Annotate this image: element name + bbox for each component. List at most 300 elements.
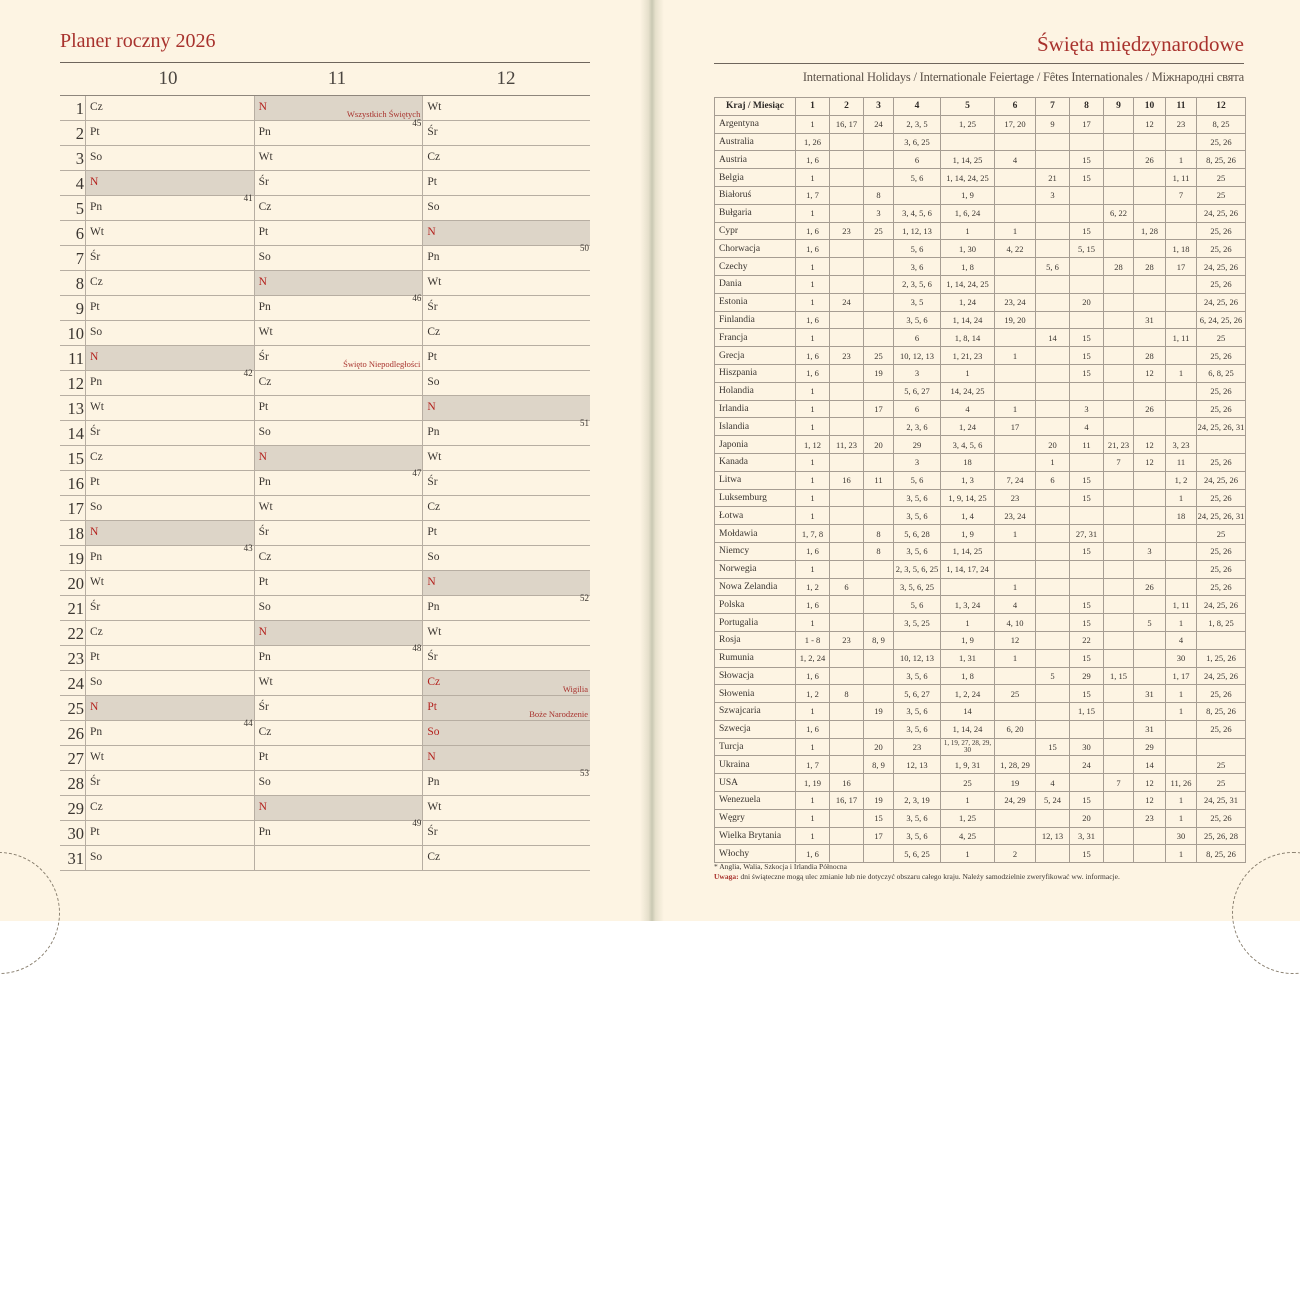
holiday-dates: 1 xyxy=(796,204,830,222)
country-name: Wenezuela xyxy=(715,792,796,810)
day-cell[interactable] xyxy=(85,796,254,820)
day-cell[interactable] xyxy=(85,821,254,845)
weekday-label: Wt xyxy=(427,801,442,813)
day-cell[interactable] xyxy=(254,696,423,720)
holiday-dates: 25 xyxy=(1197,186,1246,204)
country-name: Rosja xyxy=(715,631,796,649)
country-name: Litwa xyxy=(715,471,796,489)
holiday-dates xyxy=(1036,400,1070,418)
day-cell[interactable] xyxy=(422,721,590,745)
day-number: 15 xyxy=(67,449,84,468)
holiday-dates xyxy=(1036,151,1070,169)
holiday-dates: 1 xyxy=(796,809,830,827)
holiday-dates: 1 xyxy=(1166,364,1197,382)
month-header-december: 12 xyxy=(496,68,516,89)
calendar-row xyxy=(60,171,590,196)
day-cell[interactable] xyxy=(85,271,254,295)
day-cell[interactable] xyxy=(254,221,423,245)
holiday-dates xyxy=(1104,542,1134,560)
day-cell[interactable] xyxy=(254,468,423,495)
holiday-dates: 3, 5, 6 xyxy=(894,703,941,721)
holiday-dates xyxy=(995,382,1036,400)
holiday-dates: 12 xyxy=(1134,436,1166,454)
holiday-dates: 3, 6, 25 xyxy=(894,133,941,151)
holiday-dates: 8 xyxy=(864,186,894,204)
weekday-label: Cz xyxy=(258,551,272,563)
weekday-label: Wt xyxy=(258,676,273,688)
weekday-label: Cz xyxy=(427,501,441,513)
country-name: Czechy xyxy=(715,258,796,276)
footnote-uk: * Anglia, Walia, Szkocja i Irlandia Północna xyxy=(714,862,847,871)
day-cell[interactable] xyxy=(254,596,423,620)
day-cell[interactable] xyxy=(254,643,423,670)
day-number: 27 xyxy=(67,749,84,768)
holiday-dates xyxy=(894,186,941,204)
day-cell[interactable] xyxy=(85,193,254,220)
holiday-dates: 17 xyxy=(1166,258,1197,276)
holiday-dates: 3 xyxy=(1134,542,1166,560)
day-cell[interactable] xyxy=(254,196,423,220)
holiday-dates xyxy=(830,596,864,614)
day-cell[interactable] xyxy=(254,346,423,370)
holiday-dates: 1, 30 xyxy=(941,240,995,258)
day-cell[interactable] xyxy=(422,296,590,320)
day-cell[interactable] xyxy=(422,196,590,220)
weekday-label: Wt xyxy=(427,276,442,288)
day-cell[interactable] xyxy=(85,146,254,170)
page-title: Planer roczny 2026 xyxy=(60,30,216,52)
day-cell[interactable] xyxy=(422,471,590,495)
holiday-dates xyxy=(1036,614,1070,632)
day-cell[interactable] xyxy=(254,521,423,545)
holiday-dates xyxy=(1104,614,1134,632)
holiday-dates: 1 xyxy=(941,845,995,863)
day-cell[interactable] xyxy=(85,321,254,345)
day-cell[interactable] xyxy=(422,121,590,145)
holiday-dates xyxy=(995,258,1036,276)
day-cell[interactable] xyxy=(422,696,590,720)
table-row xyxy=(715,703,1246,721)
day-number: 13 xyxy=(67,399,84,418)
holiday-dates xyxy=(995,204,1036,222)
day-cell[interactable] xyxy=(422,418,590,445)
holiday-dates: 23, 24 xyxy=(995,293,1036,311)
day-number: 7 xyxy=(75,249,84,268)
weekday-label: Pn xyxy=(427,251,440,263)
day-cell[interactable] xyxy=(422,621,590,645)
day-cell[interactable] xyxy=(422,96,590,120)
holiday-dates xyxy=(830,364,864,382)
holidays-table-header xyxy=(715,98,1246,116)
weekday-label: So xyxy=(258,776,271,788)
holiday-dates xyxy=(1134,703,1166,721)
day-cell[interactable] xyxy=(85,246,254,270)
holiday-dates: 1, 14, 17, 24 xyxy=(941,560,995,578)
table-row xyxy=(715,792,1246,810)
day-cell[interactable] xyxy=(85,96,254,120)
holiday-dates xyxy=(1104,151,1134,169)
day-cell[interactable] xyxy=(85,496,254,520)
holiday-dates: 2, 3, 19 xyxy=(894,792,941,810)
holiday-dates: 1, 11 xyxy=(1166,596,1197,614)
holiday-dates: 15 xyxy=(1070,329,1104,347)
day-cell[interactable] xyxy=(85,746,254,770)
weekday-label: Pt xyxy=(258,576,269,588)
table-row xyxy=(715,222,1246,240)
weekday-label: Cz xyxy=(89,626,103,638)
holiday-dates xyxy=(1134,845,1166,863)
holiday-dates: 1 xyxy=(995,525,1036,543)
day-cell[interactable] xyxy=(422,821,590,845)
day-cell[interactable] xyxy=(85,221,254,245)
holiday-dates: 25, 26 xyxy=(1197,275,1246,293)
holiday-dates xyxy=(1134,507,1166,525)
day-cell[interactable] xyxy=(254,271,423,295)
holiday-dates: 1, 6 xyxy=(796,151,830,169)
day-cell[interactable] xyxy=(254,818,423,845)
holiday-dates: 3 xyxy=(1070,400,1104,418)
holiday-dates: 25, 26 xyxy=(1197,347,1246,365)
holiday-dates: 20 xyxy=(864,738,894,756)
table-row xyxy=(715,685,1246,703)
day-cell[interactable] xyxy=(254,546,423,570)
holiday-dates: 23 xyxy=(1134,809,1166,827)
weekday-label: N xyxy=(427,401,436,413)
holiday-dates xyxy=(1036,756,1070,774)
month-column-header: 12 xyxy=(1197,98,1246,116)
table-row xyxy=(715,329,1246,347)
day-cell[interactable] xyxy=(254,371,423,395)
holiday-dates: 1, 19, 27, 28, 29, 30 xyxy=(941,738,995,756)
holiday-dates: 6, 24, 25, 26 xyxy=(1197,311,1246,329)
weekday-label: Pn xyxy=(258,301,271,313)
holiday-dates: 1, 2 xyxy=(1166,471,1197,489)
holiday-dates: 28 xyxy=(1104,258,1134,276)
calendar-row xyxy=(60,671,590,696)
holiday-dates xyxy=(864,240,894,258)
holiday-dates xyxy=(1104,240,1134,258)
holiday-dates xyxy=(1197,738,1246,756)
day-cell[interactable] xyxy=(422,768,590,795)
day-cell[interactable] xyxy=(422,496,590,520)
holiday-dates: 15 xyxy=(1070,792,1104,810)
holiday-dates: 1, 8 xyxy=(941,258,995,276)
day-cell[interactable] xyxy=(85,771,254,795)
table-row xyxy=(715,151,1246,169)
weekday-label: Pt xyxy=(89,826,100,838)
day-cell[interactable] xyxy=(422,321,590,345)
day-cell[interactable] xyxy=(254,146,423,170)
holiday-dates: 3, 5, 6, 25 xyxy=(894,578,941,596)
day-cell[interactable] xyxy=(254,321,423,345)
holiday-dates: 5, 15 xyxy=(1070,240,1104,258)
holiday-dates xyxy=(1104,382,1134,400)
holiday-dates: 1 xyxy=(796,507,830,525)
holiday-dates xyxy=(864,258,894,276)
holiday-dates: 1, 26 xyxy=(796,133,830,151)
weekday-label: N xyxy=(427,576,436,588)
day-cell[interactable] xyxy=(85,621,254,645)
calendar-row xyxy=(60,368,590,396)
holiday-dates xyxy=(830,525,864,543)
holiday-dates xyxy=(1036,293,1070,311)
holiday-dates xyxy=(1070,204,1104,222)
day-cell[interactable] xyxy=(422,146,590,170)
holiday-dates: 25, 26 xyxy=(1197,809,1246,827)
footnote-note-label: Uwaga: xyxy=(714,872,739,881)
calendar-row xyxy=(60,696,590,721)
day-cell[interactable] xyxy=(85,471,254,495)
holiday-dates: 1 xyxy=(941,364,995,382)
holiday-dates: 1, 8, 14 xyxy=(941,329,995,347)
day-cell[interactable] xyxy=(422,396,590,420)
country-name: Słowacja xyxy=(715,667,796,685)
holiday-dates: 1, 4 xyxy=(941,507,995,525)
day-cell[interactable] xyxy=(85,846,254,870)
day-cell[interactable] xyxy=(254,721,423,745)
day-cell[interactable] xyxy=(422,371,590,395)
day-number: 26 xyxy=(67,724,84,743)
day-cell[interactable] xyxy=(85,718,254,745)
day-cell[interactable] xyxy=(422,271,590,295)
day-cell[interactable] xyxy=(254,96,423,120)
holiday-dates xyxy=(1104,347,1134,365)
holiday-dates: 3, 5, 6 xyxy=(894,507,941,525)
holiday-dates: 1, 15 xyxy=(1070,703,1104,721)
holiday-dates xyxy=(1036,542,1070,560)
holiday-dates: 25, 26 xyxy=(1197,542,1246,560)
holiday-dates: 1, 11 xyxy=(1166,329,1197,347)
day-cell[interactable] xyxy=(254,671,423,695)
holiday-dates: 15 xyxy=(864,809,894,827)
weekday-label: N xyxy=(258,276,267,288)
holiday-dates xyxy=(1134,186,1166,204)
day-cell[interactable] xyxy=(85,671,254,695)
month-column-header: 8 xyxy=(1070,98,1104,116)
day-cell[interactable] xyxy=(85,121,254,145)
holiday-dates xyxy=(830,204,864,222)
holiday-dates xyxy=(1197,436,1246,454)
table-row xyxy=(715,542,1246,560)
holiday-dates: 15 xyxy=(1070,169,1104,187)
holiday-dates: 1 xyxy=(1166,845,1197,863)
day-cell[interactable] xyxy=(85,543,254,570)
holiday-dates: 6 xyxy=(1036,471,1070,489)
table-row xyxy=(715,614,1246,632)
holiday-dates: 15 xyxy=(1070,364,1104,382)
day-cell[interactable] xyxy=(254,446,423,470)
holiday-dates: 9 xyxy=(1036,115,1070,133)
holiday-dates: 10, 12, 13 xyxy=(894,347,941,365)
holiday-dates: 1, 7 xyxy=(796,186,830,204)
holiday-dates: 4, 22 xyxy=(995,240,1036,258)
holiday-dates: 1 xyxy=(941,792,995,810)
day-cell[interactable] xyxy=(422,796,590,820)
day-cell[interactable] xyxy=(85,521,254,545)
day-cell[interactable] xyxy=(85,596,254,620)
holidays-table xyxy=(714,97,1246,863)
table-row xyxy=(715,578,1246,596)
weekday-label: So xyxy=(258,601,271,613)
day-cell[interactable] xyxy=(254,746,423,770)
day-cell[interactable] xyxy=(254,796,423,820)
country-name: Bułgaria xyxy=(715,204,796,222)
holiday-dates: 1 xyxy=(796,169,830,187)
holiday-dates: 15 xyxy=(1070,151,1104,169)
holiday-dates: 19 xyxy=(864,364,894,382)
holiday-dates: 31 xyxy=(1134,720,1166,738)
day-cell[interactable] xyxy=(254,246,423,270)
day-cell[interactable] xyxy=(422,671,590,695)
day-cell[interactable] xyxy=(254,571,423,595)
holiday-dates xyxy=(995,667,1036,685)
day-cell[interactable] xyxy=(422,221,590,245)
weekday-label: Śr xyxy=(427,476,438,488)
holiday-dates: 16 xyxy=(830,471,864,489)
holiday-dates: 1 xyxy=(1166,614,1197,632)
weekday-label: N xyxy=(258,801,267,813)
holiday-dates: 17 xyxy=(1070,115,1104,133)
day-cell[interactable] xyxy=(254,118,423,145)
calendar-row xyxy=(60,796,590,821)
day-number: 23 xyxy=(67,649,84,668)
country-name: Mołdawia xyxy=(715,525,796,543)
day-cell[interactable] xyxy=(422,593,590,620)
day-cell[interactable] xyxy=(254,293,423,320)
day-cell[interactable] xyxy=(422,546,590,570)
day-cell[interactable] xyxy=(254,496,423,520)
day-cell[interactable] xyxy=(85,368,254,395)
day-cell[interactable] xyxy=(85,171,254,195)
holiday-dates: 8, 25, 26 xyxy=(1197,703,1246,721)
holiday-dates: 25 xyxy=(1197,756,1246,774)
country-name: Łotwa xyxy=(715,507,796,525)
holiday-dates xyxy=(1070,133,1104,151)
weekday-label: Śr xyxy=(427,826,438,838)
day-cell[interactable] xyxy=(422,746,590,770)
day-cell[interactable] xyxy=(422,846,590,870)
country-name: Kanada xyxy=(715,453,796,471)
holiday-dates xyxy=(894,774,941,792)
holiday-dates: 3, 5, 6 xyxy=(894,489,941,507)
day-cell[interactable] xyxy=(422,171,590,195)
table-row xyxy=(715,827,1246,845)
holiday-dates xyxy=(864,169,894,187)
weekday-label: Pt xyxy=(258,226,269,238)
day-cell[interactable] xyxy=(254,621,423,645)
country-name: Niemcy xyxy=(715,542,796,560)
day-cell[interactable] xyxy=(254,171,423,195)
holiday-dates: 1, 2, 24 xyxy=(796,649,830,667)
month-column-header: 9 xyxy=(1104,98,1134,116)
holiday-dates xyxy=(995,329,1036,347)
day-cell[interactable] xyxy=(422,646,590,670)
week-number: 53 xyxy=(580,768,590,778)
holiday-dates: 3, 23 xyxy=(1166,436,1197,454)
weekday-label: So xyxy=(258,251,271,263)
month-column-header: 3 xyxy=(864,98,894,116)
holiday-dates: 3, 5, 6 xyxy=(894,667,941,685)
holiday-dates: 1, 12 xyxy=(796,436,830,454)
day-cell[interactable] xyxy=(422,243,590,270)
day-cell[interactable] xyxy=(85,696,254,720)
holiday-dates: 4 xyxy=(941,400,995,418)
calendar-row xyxy=(60,496,590,521)
calendar-row xyxy=(60,768,590,796)
day-cell[interactable] xyxy=(422,521,590,545)
holiday-dates xyxy=(864,151,894,169)
holiday-dates: 21 xyxy=(1036,169,1070,187)
holiday-dates: 1 xyxy=(796,275,830,293)
calendar-row xyxy=(60,271,590,296)
table-row xyxy=(715,631,1246,649)
weekday-label: Pt xyxy=(89,651,100,663)
weekday-label: Śr xyxy=(427,301,438,313)
day-cell[interactable] xyxy=(85,446,254,470)
table-row xyxy=(715,275,1246,293)
weekday-label: Wt xyxy=(258,501,273,513)
holiday-dates: 1 xyxy=(796,418,830,436)
country-name: Luksemburg xyxy=(715,489,796,507)
day-cell[interactable] xyxy=(85,396,254,420)
day-cell[interactable] xyxy=(254,771,423,795)
holiday-dates xyxy=(1104,507,1134,525)
holiday-dates xyxy=(864,133,894,151)
day-cell[interactable] xyxy=(85,571,254,595)
holiday-dates: 23 xyxy=(1166,115,1197,133)
holiday-dates: 25, 26 xyxy=(1197,400,1246,418)
holiday-dates: 15 xyxy=(1070,542,1104,560)
weekday-label: So xyxy=(89,851,103,863)
holiday-dates: 15 xyxy=(1070,596,1104,614)
holiday-dates: 1, 28, 29 xyxy=(995,756,1036,774)
holiday-dates: 1 xyxy=(796,258,830,276)
holiday-dates: 1 xyxy=(796,792,830,810)
holiday-dates: 11 xyxy=(864,471,894,489)
day-cell[interactable] xyxy=(422,571,590,595)
day-cell[interactable] xyxy=(422,446,590,470)
day-cell[interactable] xyxy=(85,296,254,320)
day-cell[interactable] xyxy=(422,346,590,370)
holiday-dates: 1, 19 xyxy=(796,774,830,792)
country-name: Irlandia xyxy=(715,400,796,418)
holiday-dates xyxy=(995,169,1036,187)
holiday-dates: 3, 5, 6 xyxy=(894,827,941,845)
holiday-dates xyxy=(1134,329,1166,347)
day-cell[interactable] xyxy=(254,846,423,870)
holiday-dates xyxy=(1134,631,1166,649)
table-row xyxy=(715,774,1246,792)
country-name: Nowa Zelandia xyxy=(715,578,796,596)
holiday-dates: 1, 6 xyxy=(796,311,830,329)
holiday-dates xyxy=(830,418,864,436)
day-cell[interactable] xyxy=(85,421,254,445)
holiday-dates: 1 xyxy=(1166,809,1197,827)
holiday-dates: 3 xyxy=(864,204,894,222)
holiday-dates: 12 xyxy=(1134,364,1166,382)
day-number: 30 xyxy=(67,824,84,843)
table-row xyxy=(715,453,1246,471)
day-cell[interactable] xyxy=(254,421,423,445)
holiday-dates xyxy=(1166,542,1197,560)
day-cell[interactable] xyxy=(85,646,254,670)
holiday-dates xyxy=(864,311,894,329)
holiday-dates: 8, 25, 26 xyxy=(1197,151,1246,169)
day-cell[interactable] xyxy=(85,346,254,370)
holiday-dates: 19, 20 xyxy=(995,311,1036,329)
holiday-dates: 3, 5 xyxy=(894,293,941,311)
day-cell[interactable] xyxy=(254,396,423,420)
